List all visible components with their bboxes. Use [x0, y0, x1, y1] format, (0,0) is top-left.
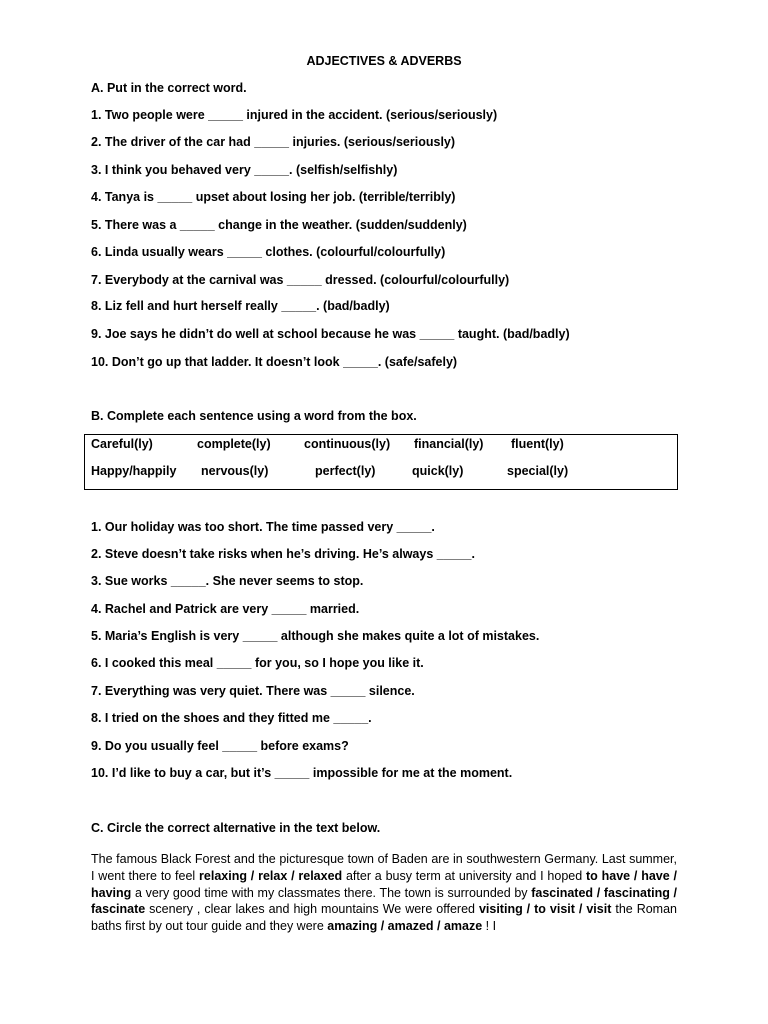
word-box-word: financial(ly): [414, 437, 484, 451]
section-a-item: 3. I think you behaved very _____. (selfish/selfishly): [91, 163, 398, 177]
word-box-word: perfect(ly): [315, 464, 376, 478]
word-box-word: continuous(ly): [304, 437, 391, 451]
section-a-heading: A. Put in the correct word.: [91, 81, 247, 95]
word-box-word: fluent(ly): [511, 437, 564, 451]
section-b-item: 10. I’d like to buy a car, but it’s _____ impossible for me at the moment.: [91, 766, 513, 780]
text-segment: ! I: [482, 919, 497, 934]
alternative-choice: to have / have / having: [91, 868, 677, 900]
section-b-item: 4. Rachel and Patrick are very _____ married.: [91, 602, 360, 616]
word-box-word: special(ly): [507, 464, 569, 478]
section-a-item: 7. Everybody at the carnival was _____ dressed. (colourful/colourfully): [91, 273, 510, 287]
section-b-item: 7. Everything was very quiet. There was _____ silence.: [91, 684, 415, 698]
word-box-word: Happy/happily: [91, 464, 177, 478]
word-box-word: quick(ly): [412, 464, 464, 478]
section-a-item: 8. Liz fell and hurt herself really _____. (bad/badly): [91, 299, 390, 313]
text-segment: The famous Black Forest and the picturesque town of Baden are in southwestern Germany. Last summer, I went there to feel: [91, 852, 677, 883]
section-b-item: 6. I cooked this meal _____ for you, so I hope you like it.: [91, 656, 424, 670]
word-box-word: Careful(ly): [91, 437, 153, 451]
section-a-item: 4. Tanya is _____ upset about losing her job. (terrible/terribly): [91, 190, 456, 204]
section-a-item: 9. Joe says he didn’t do well at school because he was _____ taught. (bad/badly): [91, 327, 570, 341]
section-a-item: 2. The driver of the car had _____ injuries. (serious/seriously): [91, 135, 456, 149]
section-b-item: 8. I tried on the shoes and they fitted me _____.: [91, 711, 372, 725]
text-segment: the Roman baths first by out tour guide and they were: [91, 902, 678, 934]
section-a-item: 5. There was a _____ change in the weather. (sudden/suddenly): [91, 218, 467, 232]
page-title: ADJECTIVES & ADVERBS: [306, 54, 462, 68]
alternative-choice: fascinated / fascinating / fascinate: [91, 885, 677, 917]
section-b-item: 5. Maria’s English is very _____ although she makes quite a lot of mistakes.: [91, 629, 540, 643]
section-a-item: 10. Don’t go up that ladder. It doesn’t look _____. (safe/safely): [91, 355, 458, 369]
section-c-paragraph: [91, 851, 677, 935]
section-b-item: 2. Steve doesn’t take risks when he’s driving. He’s always _____.: [91, 547, 475, 561]
section-a-item: 6. Linda usually wears _____ clothes. (colourful/colourfully): [91, 245, 446, 259]
section-b-item: 3. Sue works _____. She never seems to stop.: [91, 574, 364, 588]
section-c-heading: C. Circle the correct alternative in the text below.: [91, 821, 381, 835]
section-a-item: 1. Two people were _____ injured in the accident. (serious/seriously): [91, 108, 498, 122]
text-segment: scenery , clear lakes and high mountains We were offered: [145, 902, 479, 917]
section-b-item: 9. Do you usually feel _____ before exams?: [91, 739, 349, 753]
text-segment: a very good time with my classmates there. The town is surrounded by: [131, 885, 532, 900]
section-b-item: 1. Our holiday was too short. The time passed very _____.: [91, 520, 435, 534]
alternative-choice: relaxing / relax / relaxed: [199, 868, 343, 883]
word-box-word: complete(ly): [197, 437, 271, 451]
alternative-choice: visiting / to visit / visit: [478, 902, 612, 917]
section-b-heading: B. Complete each sentence using a word from the box.: [91, 409, 417, 423]
word-box-word: nervous(ly): [201, 464, 269, 478]
text-segment: after a busy term at university and I hoped: [342, 868, 586, 883]
alternative-choice: amazing / amazed / amaze: [327, 919, 483, 934]
